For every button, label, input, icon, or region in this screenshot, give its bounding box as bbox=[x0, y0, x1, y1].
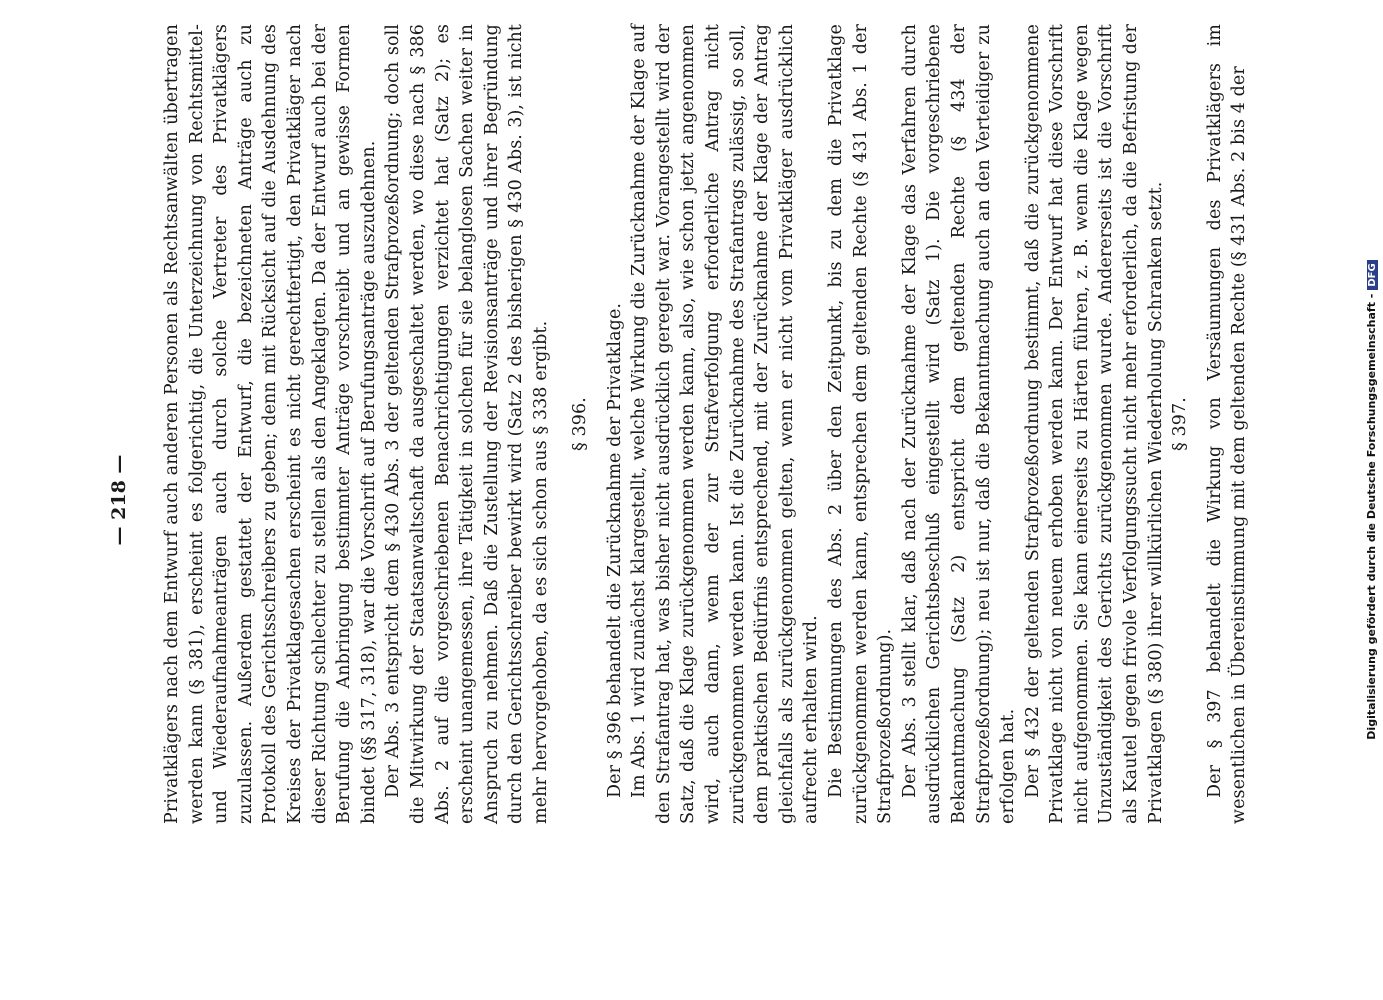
dfg-logo: DFG bbox=[1367, 260, 1378, 289]
section-heading-397: § 397. bbox=[1170, 397, 1190, 451]
paragraph: Der Abs. 3 stellt klar, daß nach der Zurücknahme der Klage das Verfahren durch ausdrücklichen Gerichtsbeschluß eingestellt wird (Satz 1). Die vorgeschriebene Bekanntmachung (Satz 2) entspricht dem geltenden Rechte (§ 434 der Strafprozeßordnung); neu ist nur, daß die Bekanntmachung auch an den Verteidiger zu erfolgen hat. bbox=[899, 24, 1019, 824]
paragraph: Der § 396 behandelt die Zurücknahme der Privatklage. bbox=[604, 302, 625, 798]
text-column-1 bbox=[160, 24, 551, 824]
paragraph: Der § 397 behandelt die Wirkung von Versäumungen des Privatklägers im wesentlichen in Übereinstimmung mit dem geltenden Rechte (§ 431 Abs. 2 bis 4 der bbox=[1204, 24, 1250, 824]
section-heading-396: § 396. bbox=[570, 397, 590, 451]
paragraph: Privatklägers nach dem Entwurf auch anderen Personen als Rechtsanwälten übertragen werden kann (§ 381), erscheint es folgerichtig, die Unterzeichnung von Rechtsmittel- und Wiederaufnahmeanträgen auch durch solche Vertreter des Privatklägers zuzulassen. Außerdem gestattet der Entwurf, die bezeichneten Anträge auch zu Protokoll des Gerichtsschreibers zu geben; denn mit Rücksicht auf die Ausdehnung des Kreises der Privatklagesachen erscheint es nicht gerechtfertigt, den Privatkläger nach dieser Richtung schlechter zu stellen als den Angeklagten. Da der Entwurf auch bei der Berufung die Anbringung bestimmter Anträge vorschreibt und an gewisse Formen bindet (§§ 317, 318), war die Vorschrift auf Berufungsanträge auszudehnen. bbox=[162, 24, 379, 824]
paragraph: Der Abs. 3 entspricht dem § 430 Abs. 3 der geltenden Strafprozeßordnung; doch soll die Mitwirkung der Staatsanwaltschaft da ausgeschaltet werden, wo diese nach § 386 Abs. 2 auf die vorgeschriebenen Benachrichtigungen verzichtet hat (Satz 2); es erscheint unangemessen, ihre Tätigkeit in solchen für sie belanglosen Sachen weiter in Anspruch zu nehmen. Daß die Zustellung der Revisionsanträge und ihrer Begründung durch den Gerichtsschreiber bewirkt wird (Satz 2 des bisherigen § 430 Abs. 3), ist nicht mehr hervorgehoben, da es sich schon aus § 338 ergibt. bbox=[383, 24, 551, 824]
paragraph: Die Bestimmungen des Abs. 2 über den Zeitpunkt, bis zu dem die Privatklage zurückgenommen werden kann, entsprechen dem geltenden Rechte (§ 431 Abs. 1 der Strafprozeßordnung). bbox=[825, 24, 896, 824]
page-number-header: — 218 — bbox=[108, 454, 130, 546]
text-column-3 bbox=[1160, 24, 1260, 824]
credit-text: Digitalisierung gefördert durch die Deutsche Forschungsgemeinschaft - bbox=[1365, 293, 1378, 740]
text-column-2 bbox=[560, 24, 1180, 824]
digitization-credit bbox=[1365, 0, 1378, 1000]
paragraph: Im Abs. 1 wird zunächst klargestellt, welche Wirkung die Zurücknahme der Klage auf den Strafantrag hat, was bisher nicht ausdrücklich geregelt war. Vorangestellt wird der Satz, daß die Klage zurückgenommen werden kann, also, wie schon jetzt angenommen wird, auch dann, wenn der zur Strafverfolgung erforderliche Antrag nicht zurückgenommen werden kann. Ist die Zurücknahme des Strafantrags zulässig, so soll, dem praktischen Bedürfnis entsprechend, mit der Zurücknahme der Klage der Antrag gleichfalls als zurückgenommen gelten, wenn er nicht vom Privatkläger ausdrücklich aufrecht erhalten wird. bbox=[629, 24, 822, 824]
paragraph: Der § 432 der geltenden Strafprozeßordnung bestimmt, daß die zurückgenommene Privatklage nicht von neuem erhoben werden kann. Der Entwurf hat diese Vorschrift nicht aufgenommen. Sie kann einerseits zu Härten führen, z. B. wenn die Klage wegen Unzuständigkeit des Gerichts zurückgenommen wurde. Andererseits ist die Vorschrift als Kautel gegen frivole Verfolgungssucht nicht mehr erforderlich, da die Befristung der Privatklagen (§ 380) ihrer willkürlichen Wiederholung Schranken setzt. bbox=[1022, 24, 1166, 824]
